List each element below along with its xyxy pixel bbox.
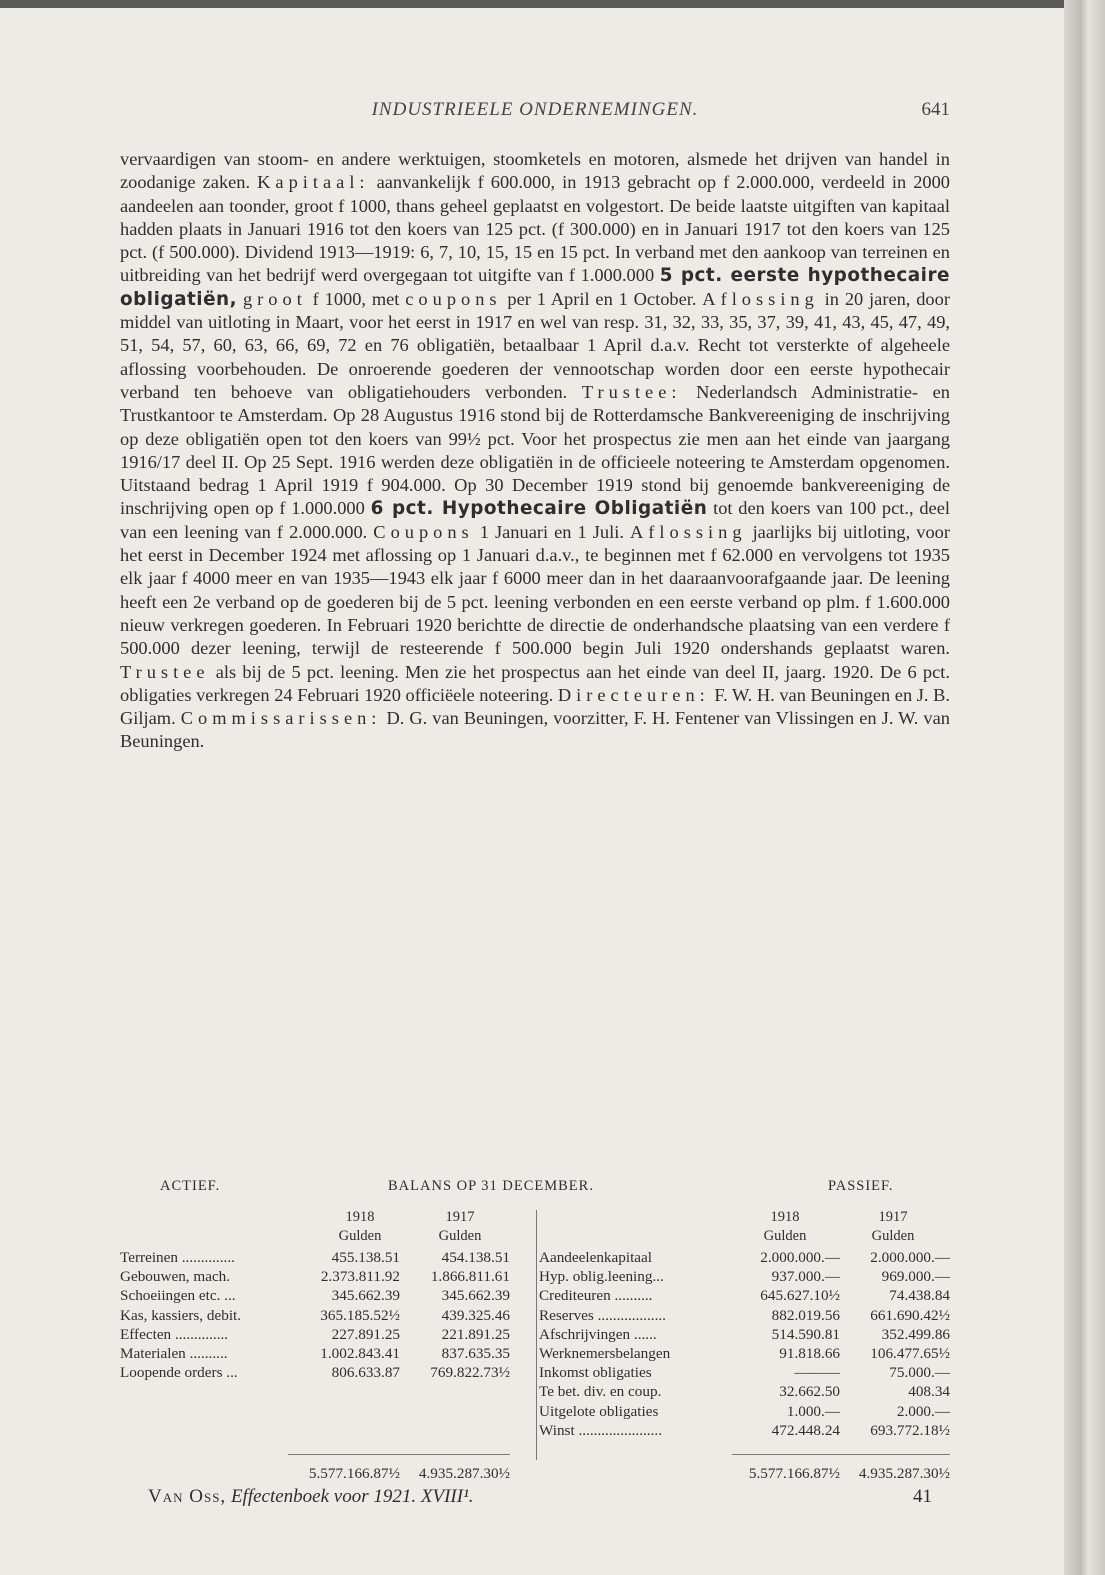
actief-row bbox=[120, 1306, 536, 1325]
value-1917: 769.822.73½ bbox=[430, 1364, 510, 1382]
passief-row bbox=[536, 1248, 950, 1267]
col-year-1917: 1917 bbox=[878, 1209, 908, 1225]
value-1917: 75.000.— bbox=[889, 1364, 950, 1382]
text-segment: aanvankelijk f 600.000, in 1913 gebracht op f 2.000.000, verdeeld in 2000 aandeelen aan toonder, groot f 1000, thans geheel geplaatst en volgestort. De beide laatste uitgiften van kapitaal hadden plaats in Januari 1916 tot den koers van 125 pct. (f 300.000) en in Januari 1917 tot den koers van 125 pct. (f 500.000). Dividend 1913—1919: 6, 7, 10, 15, 15 en 15 pct. In verband met den aankoop van terreinen en uitbreiding van het bedrijf werd overgegaan tot uitgifte van f 1.000.000 bbox=[120, 172, 950, 286]
actief-total-rule bbox=[288, 1454, 510, 1455]
passief-title: PASSIEF. bbox=[828, 1178, 894, 1194]
text-segment: 1 Januari en 1 Juli. bbox=[479, 521, 624, 542]
bond-issue-heading: 5 pct. eerste hypothecaire obligatiën, bbox=[120, 265, 950, 310]
row-label: Schoeiingen etc. ... bbox=[120, 1287, 236, 1305]
value-1918: 1.002.843.41 bbox=[320, 1345, 400, 1362]
row-label: Effecten .............. bbox=[120, 1325, 229, 1343]
row-label: Gebouwen, mach. bbox=[120, 1268, 231, 1286]
row-label: Reserves .................. bbox=[539, 1306, 666, 1324]
value-1917: 74.438.84 bbox=[889, 1287, 950, 1305]
label-trustee-2: Trustee bbox=[120, 661, 210, 682]
page-edges bbox=[1064, 0, 1105, 1575]
value-1918: 937.000.— bbox=[771, 1268, 840, 1286]
label-directeuren: Directeuren: bbox=[557, 684, 710, 705]
text-segment: per 1 April en 1 October. bbox=[507, 288, 697, 309]
balance-sheet bbox=[120, 1178, 950, 1488]
actief-row bbox=[120, 1286, 536, 1305]
total-1917: 4.935.287.30½ bbox=[418, 1465, 510, 1482]
text-segment: als bij de 5 pct. leening. Men zie het prospectus aan het einde van deel II, jaarg. 1920. De 6 pct. obligaties verkregen 24 Februari 1920 officiëele noteering. bbox=[120, 661, 950, 705]
label-aflossing-2: Aflossing bbox=[629, 521, 747, 542]
page-number: 641 bbox=[921, 99, 950, 120]
text-segment: F. W. H. van Beuningen en J. B. Giljam. bbox=[120, 684, 950, 729]
page-footer bbox=[148, 1486, 948, 1512]
value-1918: 365.185.52½ bbox=[320, 1306, 400, 1324]
label-coupons-2: Coupons bbox=[373, 521, 474, 542]
value-1918: 514.590.81 bbox=[771, 1325, 840, 1343]
footer-imprint bbox=[148, 1486, 474, 1508]
row-label: Winst ...................... bbox=[539, 1421, 662, 1439]
value-1918: 645.627.10½ bbox=[760, 1287, 840, 1305]
actief-title: ACTIEF. bbox=[160, 1178, 221, 1194]
actief-row bbox=[120, 1248, 536, 1267]
top-edge bbox=[0, 0, 1105, 8]
text-segment: vervaardigen van stoom- en andere werktuigen, stoomketels en motoren, alsmede het drijven van handel in zoodanige zaken. bbox=[120, 149, 950, 193]
text-segment: Nederlandsch Administratie- en Trustkantoor te Amsterdam. Op 28 Augustus 1916 stond bij de Rotterdamsche Bankvereeniging de inschrijving op deze obligatiën open tot den koers van 99½ pct. Voor het prospectus zie men aan het einde van jaargang 1916/17 deel II. Op 25 Sept. 1916 werden deze obligatiën in de officieele noteering te Amsterdam opgenomen. Uitstaand bedrag 1 April 1919 f 904.000. Op 30 December 1919 stond bij genoemde bankvereeniging de inschrijving open op f 1.000.000 bbox=[120, 381, 950, 519]
value-1917: 2.000.000.— bbox=[870, 1249, 950, 1266]
value-1918: ——— bbox=[794, 1364, 840, 1382]
passief-row bbox=[536, 1306, 950, 1325]
balance-title: BALANS OP 31 DECEMBER. bbox=[388, 1178, 594, 1194]
value-1918: 227.891.25 bbox=[331, 1325, 400, 1343]
text-segment: f 1000, met bbox=[312, 288, 400, 309]
text-segment: jaarlijks bij uitloting, voor het eerst in December 1924 met aflossing op 1 Januari d.a.v., te beginnen met f 62.000 en vervolgens tot 1935 elk jaar f 4000 meer en van 1935—1943 elk jaar f 6000 meer dan in het daaraanvoorafgaande jaar. De leening heeft een 2e verband op de goederen bij de 5 pct. leening verbonden en een eerste verband op plm. f 1.600.000 nieuw verkregen goederen. In Februari 1920 berichtte de directie de onderhandsche plaatsing van een verdere f 500.000 dezer leening, terwijl de resteerende f 500.000 begin Juli 1920 ondershands geplaatst waren. bbox=[120, 521, 950, 659]
passief-row bbox=[536, 1402, 950, 1421]
row-label: Aandeelenkapitaal bbox=[539, 1249, 653, 1266]
footer-author: Van Oss, bbox=[148, 1486, 227, 1507]
col-year-1918: 1918 bbox=[345, 1209, 375, 1225]
value-1917: 693.772.18½ bbox=[870, 1421, 950, 1439]
total-1918: 5.577.166.87½ bbox=[748, 1465, 840, 1482]
row-label: Loopende orders ... bbox=[120, 1364, 238, 1382]
value-1917: 221.891.25 bbox=[441, 1325, 510, 1343]
text-segment: tot den koers van 100 pct., deel van een leening van f 2.000.000. bbox=[120, 498, 950, 542]
value-1917: 106.477.65½ bbox=[870, 1345, 950, 1362]
running-title: INDUSTRIEELE ONDERNEMINGEN. bbox=[371, 99, 699, 120]
value-1918: 472.448.24 bbox=[771, 1421, 840, 1439]
col-unit: Gulden bbox=[763, 1228, 807, 1244]
row-label: Werknemersbelangen bbox=[539, 1345, 671, 1362]
passief-total-rule bbox=[732, 1454, 950, 1455]
actief-row bbox=[120, 1325, 536, 1344]
row-label: Inkomst obligaties bbox=[539, 1364, 652, 1382]
passief-row bbox=[536, 1363, 950, 1382]
value-1917: 439.325.46 bbox=[441, 1306, 510, 1324]
actief-row bbox=[120, 1363, 536, 1382]
col-year-1918: 1918 bbox=[770, 1209, 800, 1225]
label-aflossing: Aflossing bbox=[702, 288, 819, 309]
passief-row bbox=[536, 1382, 950, 1401]
label-kapitaal: Kapitaal: bbox=[257, 172, 370, 193]
passief-row bbox=[536, 1421, 950, 1440]
value-1917: 454.138.51 bbox=[441, 1249, 510, 1266]
passief-row bbox=[536, 1344, 950, 1363]
company-description bbox=[120, 148, 950, 754]
label-groot: groot bbox=[242, 288, 307, 309]
value-1917: 352.499.86 bbox=[881, 1325, 950, 1343]
passief-row bbox=[536, 1286, 950, 1305]
row-label: Te bet. div. en coup. bbox=[539, 1383, 662, 1401]
row-label: Uitgelote obligaties bbox=[539, 1402, 659, 1420]
col-unit: Gulden bbox=[338, 1228, 382, 1244]
value-1917: 661.690.42½ bbox=[870, 1306, 950, 1324]
row-label: Terreinen .............. bbox=[120, 1249, 235, 1266]
value-1917: 837.635.35 bbox=[441, 1345, 510, 1362]
value-1918: 806.633.87 bbox=[331, 1364, 400, 1382]
value-1917: 408.34 bbox=[908, 1383, 950, 1401]
actief-row bbox=[120, 1267, 536, 1286]
label-commissarissen: Commissarissen: bbox=[180, 708, 382, 729]
value-1917: 1.866.811.61 bbox=[430, 1268, 510, 1286]
value-1918: 32.662.50 bbox=[779, 1383, 840, 1401]
value-1917: 969.000.— bbox=[881, 1268, 950, 1286]
value-1918: 1.000.— bbox=[786, 1402, 840, 1420]
label-coupons: coupons bbox=[405, 288, 502, 309]
value-1917: 345.662.39 bbox=[441, 1287, 510, 1305]
footer-volume: XVIII¹. bbox=[420, 1486, 474, 1507]
running-header bbox=[120, 99, 950, 121]
footer-book: Effectenboek voor 1921. bbox=[230, 1486, 417, 1507]
row-label: Hyp. oblig.leening... bbox=[539, 1268, 664, 1286]
value-1918: 91.818.66 bbox=[779, 1345, 840, 1362]
actief-total bbox=[120, 1464, 536, 1483]
passief-row bbox=[536, 1267, 950, 1286]
actief-row bbox=[120, 1344, 536, 1363]
value-1918: 882.019.56 bbox=[771, 1306, 840, 1324]
value-1917: 2.000.— bbox=[896, 1402, 950, 1420]
total-1917: 4.935.287.30½ bbox=[858, 1465, 950, 1482]
text-segment: in 20 jaren, door middel van uitloting in Maart, voor het eerst in 1917 en wel van resp. 31, 32, 33, 35, 37, 39, 41, 43, 45, 47, 49, 51, 54, 57, 60, 63, 66, 69, 72 en 76 obligatiën, betaalbaar 1 April d.a.v. Recht tot versterkte of algeheele aflossing voorbehouden. De onroerende goederen der vennootschap worden door een eerste hypothecair verband ten behoeve van obligatiehouders verbonden. bbox=[120, 288, 950, 402]
value-1918: 2.000.000.— bbox=[760, 1249, 840, 1266]
row-label: Crediteuren .......... bbox=[539, 1287, 653, 1305]
bond-issue-heading-2: 6 pct. Hypothecaire Obligatiën bbox=[370, 498, 708, 520]
row-label: Materialen .......... bbox=[120, 1345, 228, 1362]
row-label: Kas, kassiers, debit. bbox=[120, 1306, 242, 1324]
value-1918: 2.373.811.92 bbox=[320, 1268, 400, 1286]
total-1918: 5.577.166.87½ bbox=[308, 1465, 400, 1482]
label-trustee: Trustee: bbox=[581, 381, 682, 402]
balance-header bbox=[120, 1178, 950, 1198]
value-1918: 455.138.51 bbox=[331, 1249, 400, 1266]
value-1918: 345.662.39 bbox=[331, 1287, 400, 1305]
book-page bbox=[0, 8, 1064, 1575]
row-label: Afschrijvingen ...... bbox=[539, 1325, 657, 1343]
passief-total bbox=[536, 1464, 950, 1483]
text-segment: D. G. van Beuningen, voorzitter, F. H. Fentener van Vlissingen en J. W. van Beuningen. bbox=[120, 708, 950, 752]
col-unit: Gulden bbox=[871, 1228, 915, 1244]
passief-row bbox=[536, 1325, 950, 1344]
footer-signature: 41 bbox=[913, 1486, 932, 1507]
col-unit: Gulden bbox=[438, 1228, 482, 1244]
col-year-1917: 1917 bbox=[445, 1209, 475, 1225]
